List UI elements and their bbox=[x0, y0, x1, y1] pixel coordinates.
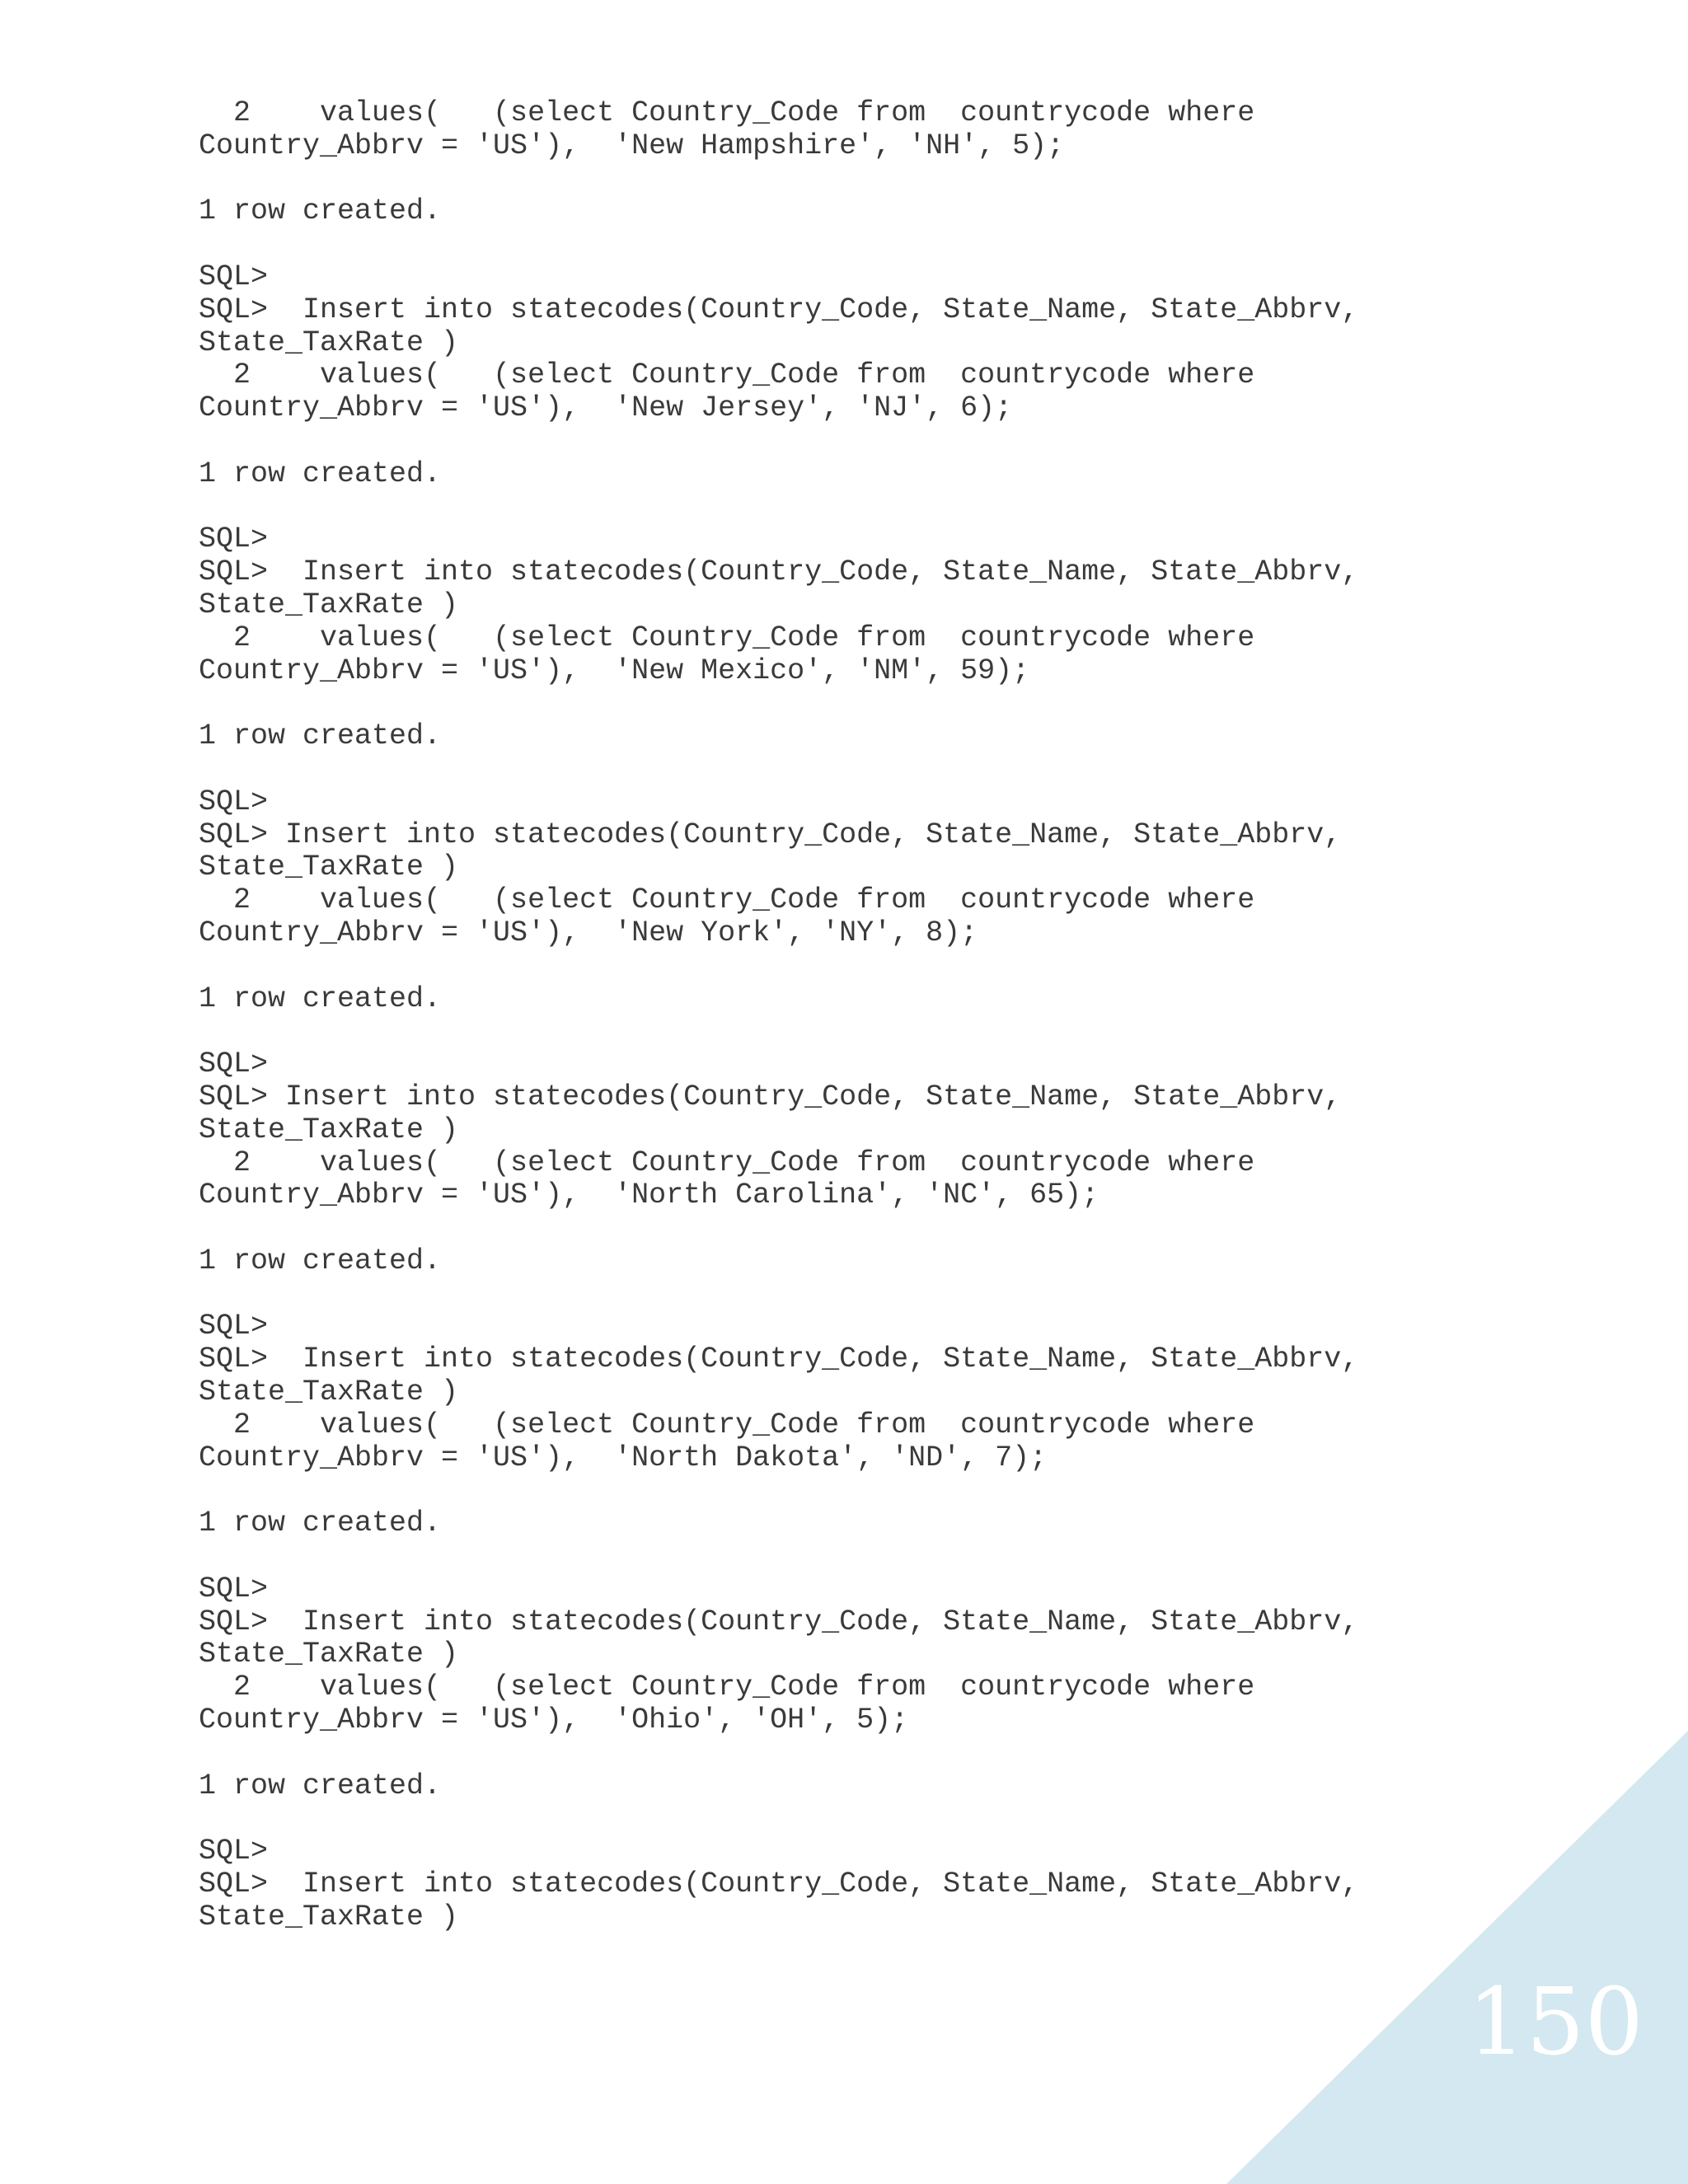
code-line bbox=[199, 163, 1358, 196]
code-line: 2 values( (select Country_Code from countrycode where bbox=[199, 621, 1255, 654]
code-line: SQL> bbox=[199, 1047, 269, 1081]
code-line bbox=[199, 1474, 1358, 1507]
code-line: 1 row created. bbox=[199, 1769, 442, 1802]
code-line bbox=[199, 491, 1358, 524]
code-line: Country_Abbrv = 'US'), 'New Jersey', 'NJ', 6); bbox=[199, 391, 1013, 425]
code-line: SQL> Insert into statecodes(Country_Code, State_Name, State_Abbrv, bbox=[199, 1868, 1359, 1901]
code-line: Country_Abbrv = 'US'), 'North Carolina', 'NC', 65); bbox=[199, 1179, 1100, 1212]
code-line: SQL> Insert into statecodes(Country_Code, State_Name, State_Abbrv, bbox=[199, 818, 1342, 851]
code-line: 2 values( (select Country_Code from countrycode where bbox=[199, 883, 1255, 917]
code-line: State_TaxRate ) bbox=[199, 588, 459, 621]
code-line: 2 values( (select Country_Code from countrycode where bbox=[199, 1146, 1255, 1179]
code-line: SQL> Insert into statecodes(Country_Code, State_Name, State_Abbrv, bbox=[199, 1343, 1359, 1376]
code-line: State_TaxRate ) bbox=[199, 1900, 459, 1933]
code-line: SQL> bbox=[199, 1572, 269, 1605]
code-line: SQL> Insert into statecodes(Country_Code, State_Name, State_Abbrv, bbox=[199, 1605, 1359, 1638]
code-line: SQL> Insert into statecodes(Country_Code, State_Name, State_Abbrv, bbox=[199, 1080, 1342, 1113]
code-line: State_TaxRate ) bbox=[199, 851, 459, 884]
code-line: SQL> bbox=[199, 523, 269, 556]
code-line bbox=[199, 1015, 1358, 1048]
code-line bbox=[199, 1540, 1358, 1573]
code-line: 1 row created. bbox=[199, 194, 442, 228]
code-line: Country_Abbrv = 'US'), 'New York', 'NY', 8); bbox=[199, 916, 978, 949]
code-line: 1 row created. bbox=[199, 1244, 442, 1277]
code-line: SQL> bbox=[199, 785, 269, 818]
code-line: Country_Abbrv = 'US'), 'New Mexico', 'NM', 59); bbox=[199, 654, 1030, 687]
code-line bbox=[199, 1737, 1358, 1770]
code-line: State_TaxRate ) bbox=[199, 1638, 459, 1671]
code-line: State_TaxRate ) bbox=[199, 1113, 459, 1146]
code-line: 1 row created. bbox=[199, 719, 442, 753]
page-number: 150 bbox=[1467, 1969, 1643, 2076]
code-line bbox=[199, 753, 1358, 786]
code-line: 1 row created. bbox=[199, 982, 442, 1015]
sql-console-transcript bbox=[199, 97, 1358, 1934]
code-line: SQL> Insert into statecodes(Country_Code, State_Name, State_Abbrv, bbox=[199, 555, 1359, 589]
code-line: SQL> bbox=[199, 260, 269, 293]
code-line: SQL> Insert into statecodes(Country_Code, State_Name, State_Abbrv, bbox=[199, 293, 1359, 326]
code-line bbox=[199, 1802, 1358, 1835]
code-line: 2 values( (select Country_Code from countrycode where bbox=[199, 359, 1255, 392]
code-line: State_TaxRate ) bbox=[199, 1376, 459, 1409]
code-line: Country_Abbrv = 'US'), 'Ohio', 'OH', 5); bbox=[199, 1704, 909, 1737]
code-line: Country_Abbrv = 'US'), 'North Dakota', 'ND', 7); bbox=[199, 1441, 1048, 1474]
code-line bbox=[199, 228, 1358, 261]
code-line: SQL> bbox=[199, 1835, 269, 1868]
code-line: Country_Abbrv = 'US'), 'New Hampshire', 'NH', 5); bbox=[199, 129, 1065, 162]
code-line bbox=[199, 950, 1358, 983]
code-line: 2 values( (select Country_Code from countrycode where bbox=[199, 1408, 1255, 1441]
code-line: SQL> bbox=[199, 1310, 269, 1343]
code-line: 1 row created. bbox=[199, 1507, 442, 1540]
code-line bbox=[199, 425, 1358, 458]
code-line bbox=[199, 1212, 1358, 1245]
code-line: 1 row created. bbox=[199, 457, 442, 490]
code-line bbox=[199, 687, 1358, 720]
code-line: 2 values( (select Country_Code from countrycode where bbox=[199, 1671, 1255, 1704]
code-line: State_TaxRate ) bbox=[199, 326, 459, 359]
code-line: 2 values( (select Country_Code from countrycode where bbox=[199, 96, 1255, 129]
code-line bbox=[199, 1278, 1358, 1311]
